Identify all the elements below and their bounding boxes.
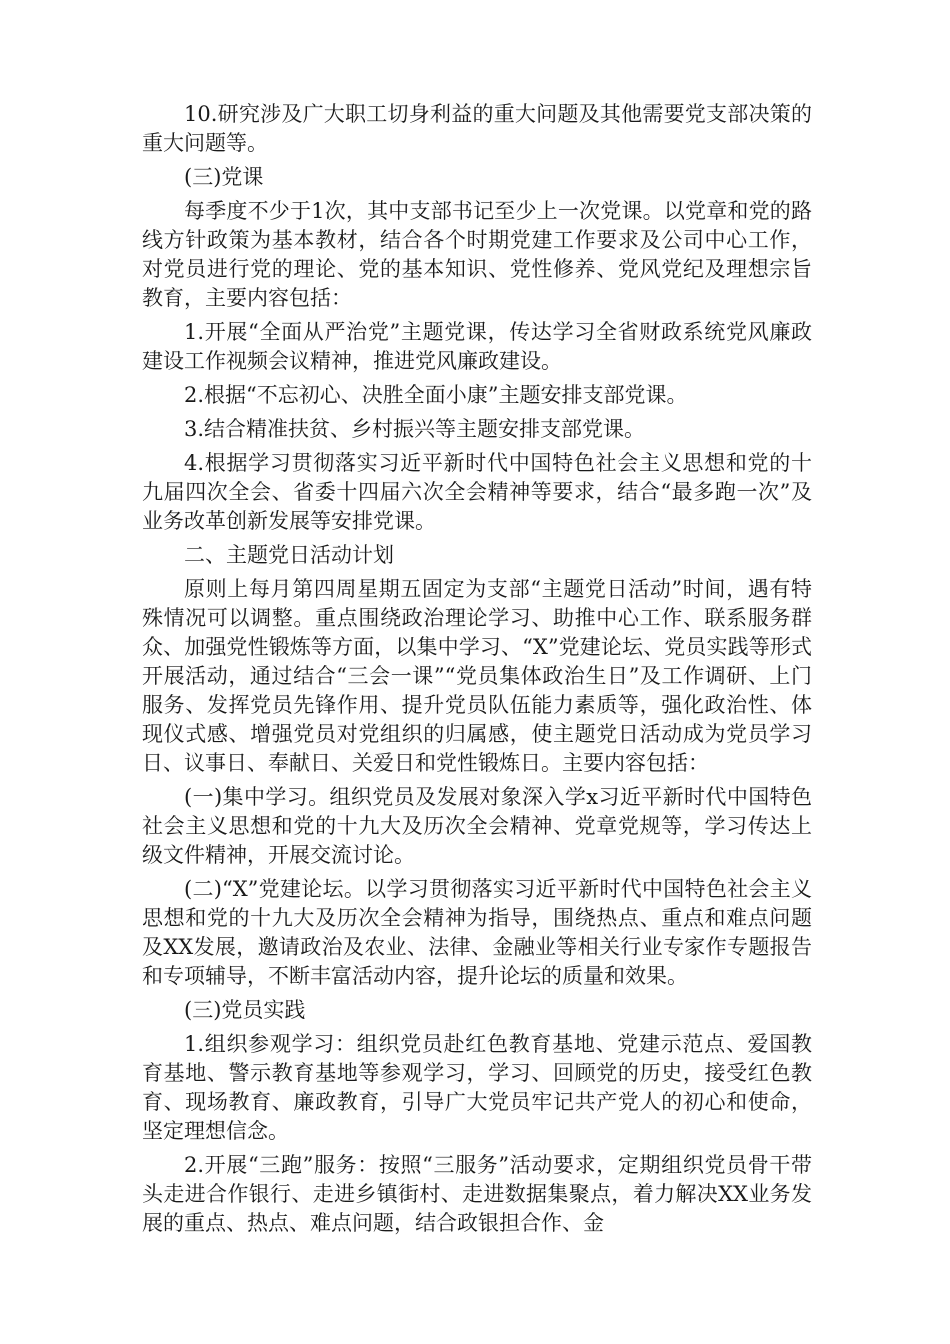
list-item: 1.组织参观学习：组织党员赴红色教育基地、党建示范点、爱国教育基地、警示教育基地等参观学习，学习、回顾党的历史，接受红色教育、现场教育、廉政教育，引导广大党员牢记共产党人的初心和使命，坚定理想信念。: [142, 1032, 812, 1143]
paragraph: (一)集中学习。组织党员及发展对象深入学x习近平新时代中国特色社会主义思想和党的十九大及历次全会精神、党章党规等，学习传达上级文件精神，开展交流讨论。: [142, 785, 812, 867]
list-item: 1.开展“全面从严治党”主题党课，传达学习全省财政系统党风廉政建设工作视频会议精神，推进党风廉政建设。: [142, 320, 812, 373]
section-heading: (三)党课: [184, 165, 264, 189]
section-heading: 二、主题党日活动计划: [184, 543, 394, 567]
paragraph: 每季度不少于1次，其中支部书记至少上一次党课。以党章和党的路线方针政策为基本教材，结合各个时期党建工作要求及公司中心工作，对党员进行党的理论、党的基本知识、党性修养、党风党纪及理想宗旨教育，主要内容包括：: [142, 199, 812, 310]
list-item: 2.开展“三跑”服务：按照“三服务”活动要求，定期组织党员骨干带头走进合作银行、走进乡镇街村、走进数据集聚点，着力解决XX业务发展的重点、热点、难点问题，结合政银担合作、金: [142, 1153, 812, 1235]
paragraph: (二)“X”党建论坛。以学习贯彻落实习近平新时代中国特色社会主义思想和党的十九大及历次全会精神为指导，围绕热点、重点和难点问题及XX发展，邀请政治及农业、法律、金融业等相关行业专家作专题报告和专项辅导，不断丰富活动内容，提升论坛的质量和效果。: [142, 877, 812, 988]
paragraph: 原则上每月第四周星期五固定为支部“主题党日活动”时间，遇有特殊情况可以调整。重点围绕政治理论学习、助推中心工作、联系服务群众、加强党性锻炼等方面，以集中学习、“X”党建论坛、党员实践等形式开展活动，通过结合“三会一课”“党员集体政治生日”及工作调研、上门服务、发挥党员先锋作用、提升党员队伍能力素质等，强化政治性、体现仪式感、增强党员对党组织的归属感，使主题党日活动成为党员学习日、议事日、奉献日、关爱日和党性锻炼日。主要内容包括：: [142, 577, 812, 775]
list-item: 4.根据学习贯彻落实习近平新时代中国特色社会主义思想和党的十九届四次全会、省委十四届六次全会精神等要求，结合“最多跑一次”及业务改革创新发展等安排党课。: [142, 451, 812, 533]
paragraph: 10.研究涉及广大职工切身利益的重大问题及其他需要党支部决策的重大问题等。: [142, 102, 812, 155]
section-heading: (三)党员实践: [184, 998, 306, 1022]
list-item: 2.根据“不忘初心、决胜全面小康”主题安排支部党课。: [184, 383, 688, 407]
list-item: 3.结合精准扶贫、乡村振兴等主题安排支部党课。: [184, 417, 646, 441]
document-body: [142, 100, 812, 1243]
